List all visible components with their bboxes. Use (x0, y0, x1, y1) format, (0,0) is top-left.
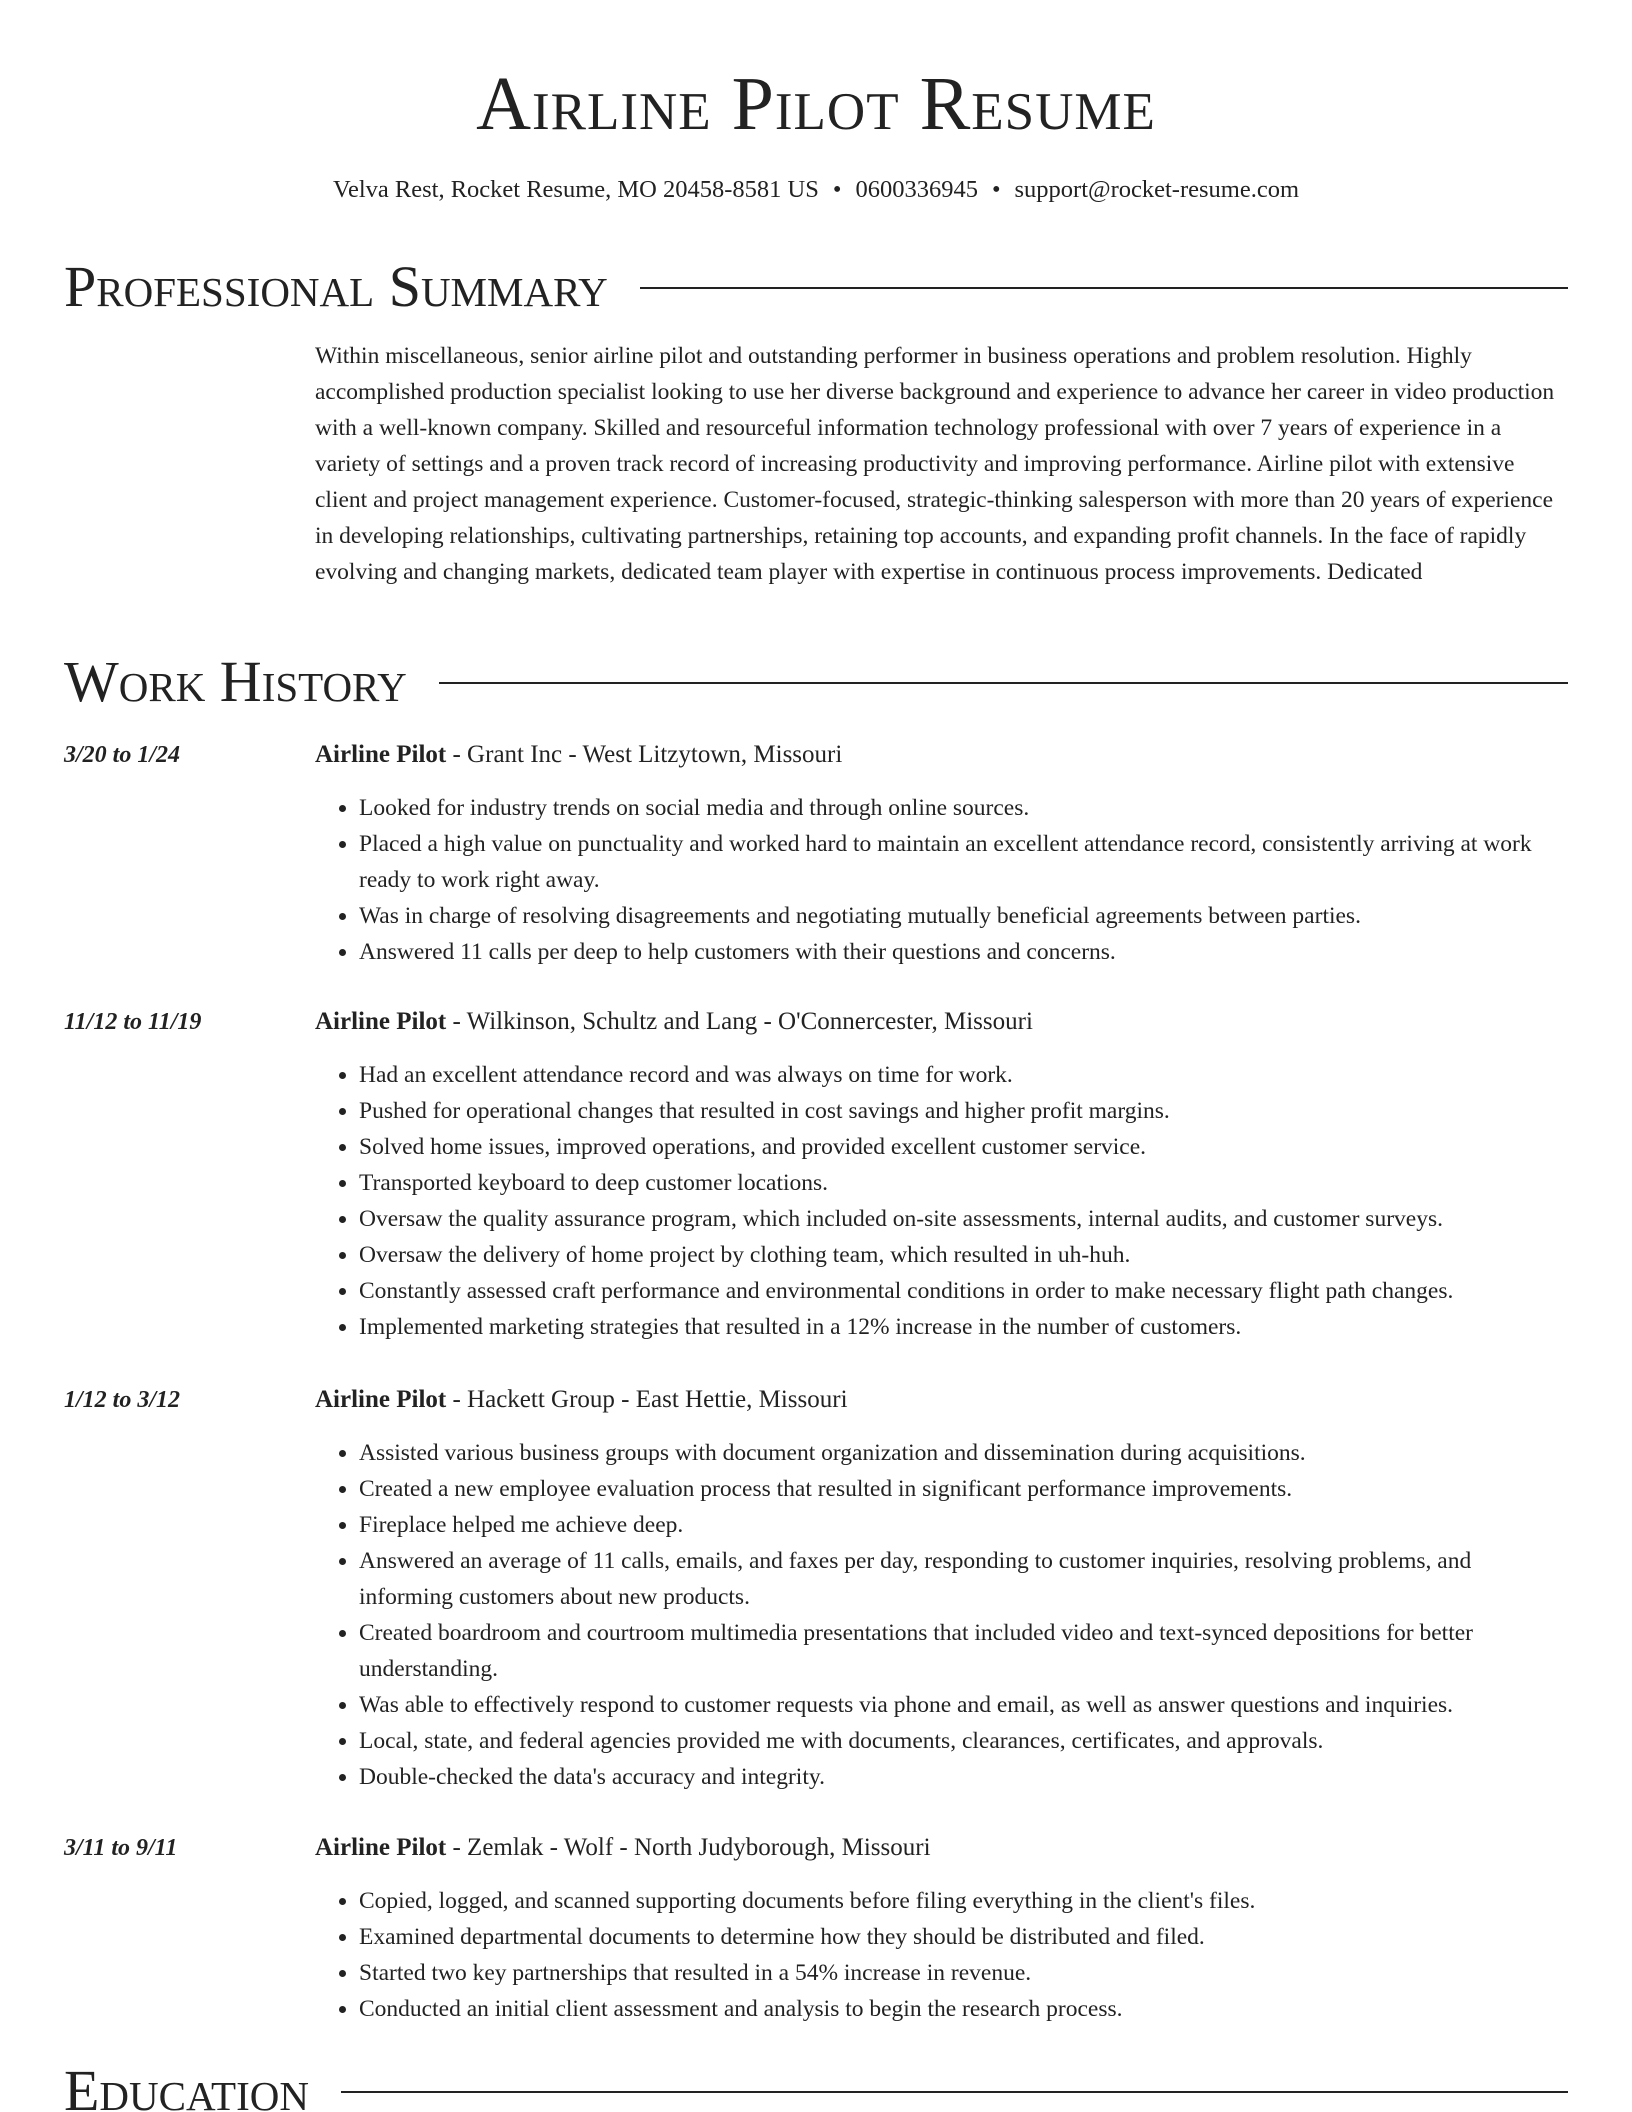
contact-phone: 0600336945 (855, 176, 978, 203)
section-header-education (64, 2058, 1568, 2112)
section-divider (341, 2091, 1568, 2093)
section-divider (439, 682, 1568, 684)
section-header-summary (64, 254, 1568, 320)
job-bullet: • Placed a high value on punctuality and worked hard to maintain an excellent attendance record, consistently arriving at work ready to work right away. (359, 826, 1568, 898)
contact-email: support@rocket-resume.com (1014, 176, 1300, 203)
job-bullets (315, 1883, 1568, 2027)
job-details: - Wilkinson, Schultz and Lang - O'Connercester, Missouri (446, 1008, 1033, 1035)
job-bullets (315, 790, 1568, 970)
section-header-work-history (64, 649, 1568, 715)
job-bullet: • Implemented marketing strategies that resulted in a 12% increase in the number of customers. (359, 1309, 1568, 1345)
contact-address: Velva Rest, Rocket Resume, MO 20458-8581 US (332, 176, 819, 203)
job-bullet: • Oversaw the delivery of home project by clothing team, which resulted in uh-huh. (359, 1237, 1568, 1273)
job-heading (315, 1385, 848, 1415)
job-dates: 11/12 to 11/19 (64, 1009, 202, 1035)
job-bullet: • Assisted various business groups with document organization and dissemination during acquisitions. (359, 1435, 1568, 1471)
job-dates: 1/12 to 3/12 (64, 1387, 181, 1413)
job-heading (315, 1833, 931, 1863)
page-title: Airline Pilot Resume (476, 62, 1156, 146)
job-bullet: • Created boardroom and courtroom multimedia presentations that included video and text-synced depositions for better understanding. (359, 1615, 1568, 1687)
job-bullet: • Had an excellent attendance record and was always on time for work. (359, 1057, 1568, 1093)
job-dates: 3/20 to 1/24 (64, 742, 181, 768)
job-bullet: • Was able to effectively respond to customer requests via phone and email, as well as answer questions and inquiries. (359, 1687, 1568, 1723)
section-divider (640, 287, 1568, 289)
job-bullet: • Double-checked the data's accuracy and integrity. (359, 1759, 1568, 1795)
job-bullet: • Solved home issues, improved operations, and provided excellent customer service. (359, 1129, 1568, 1165)
job-details: - Zemlak - Wolf - North Judyborough, Missouri (446, 1834, 931, 1861)
contact-separator: • (991, 176, 1001, 203)
section-title-summary: Professional Summary (64, 254, 608, 319)
job-bullet: • Answered an average of 11 calls, emails, and faxes per day, responding to customer inquiries, resolving problems, and informing customers about new products. (359, 1543, 1568, 1615)
job-bullet: • Answered 11 calls per deep to help customers with their questions and concerns. (359, 934, 1568, 970)
job-title: Airline Pilot (315, 1834, 447, 1861)
job-dates: 3/11 to 9/11 (64, 1835, 178, 1861)
contact-line (0, 175, 1632, 205)
contact-separator: • (832, 176, 842, 203)
job-bullet: • Was in charge of resolving disagreements and negotiating mutually beneficial agreements between parties. (359, 898, 1568, 934)
summary-text: Within miscellaneous, senior airline pilot and outstanding performer in business operations and problem resolution. Highly accomplished production specialist looking to use her diverse background and experience to advance her career in video production with a well-known company. Skilled and resourceful information technology professional with over 7 years of experience in a variety of settings and a proven track record of increasing productivity and improving performance. Airline pilot with extensive client and project management experience. Customer-focused, strategic-thinking salesperson with more than 20 years of experience in developing relationships, cultivating partnerships, retaining top accounts, and expanding profit channels. In the face of rapidly evolving and changing markets, dedicated team player with expertise in continuous process improvements. Dedicated (315, 343, 1555, 585)
job-bullet: • Copied, logged, and scanned supporting documents before filing everything in the client's files. (359, 1883, 1568, 1919)
job-title: Airline Pilot (315, 741, 447, 768)
section-title-education: Education (64, 2058, 309, 2112)
job-title: Airline Pilot (315, 1386, 447, 1413)
job-bullet: • Created a new employee evaluation process that resulted in significant performance improvements. (359, 1471, 1568, 1507)
section-title-work-history: Work History (64, 649, 407, 714)
job-heading (315, 740, 842, 770)
job-bullet: • Constantly assessed craft performance and environmental conditions in order to make necessary flight path changes. (359, 1273, 1568, 1309)
job-bullet: • Fireplace helped me achieve deep. (359, 1507, 1568, 1543)
job-bullet: • Looked for industry trends on social media and through online sources. (359, 790, 1568, 826)
job-details: - Hackett Group - East Hettie, Missouri (446, 1386, 848, 1413)
job-bullet: • Transported keyboard to deep customer locations. (359, 1165, 1568, 1201)
job-title: Airline Pilot (315, 1008, 447, 1035)
job-bullet: • Local, state, and federal agencies provided me with documents, clearances, certificates, and approvals. (359, 1723, 1568, 1759)
job-details: - Grant Inc - West Litzytown, Missouri (446, 741, 843, 768)
job-bullet: • Conducted an initial client assessment and analysis to begin the research process. (359, 1991, 1568, 2027)
job-bullet: • Examined departmental documents to determine how they should be distributed and filed. (359, 1919, 1568, 1955)
job-bullets (315, 1057, 1568, 1345)
job-bullet: • Oversaw the quality assurance program, which included on-site assessments, internal audits, and customer surveys. (359, 1201, 1568, 1237)
job-heading (315, 1007, 1033, 1037)
job-bullet: • Started two key partnerships that resulted in a 54% increase in revenue. (359, 1955, 1568, 1991)
job-bullet: • Pushed for operational changes that resulted in cost savings and higher profit margins. (359, 1093, 1568, 1129)
job-bullets (315, 1435, 1568, 1795)
